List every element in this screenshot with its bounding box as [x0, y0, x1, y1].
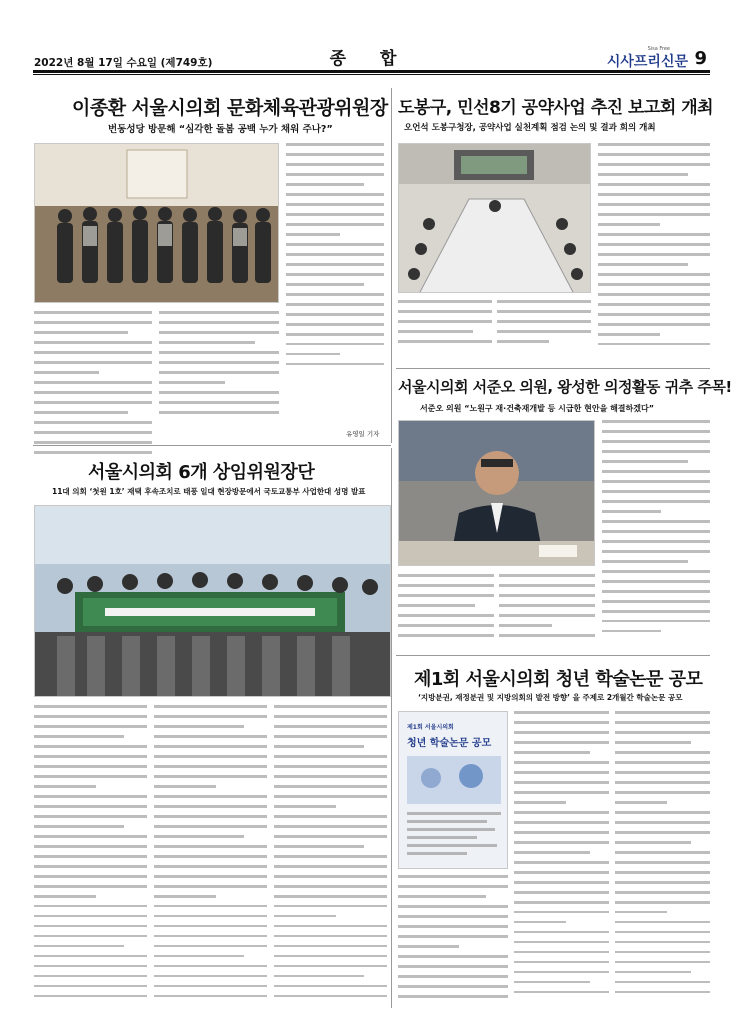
- article-body-col3: [602, 420, 710, 645]
- contest-poster: [398, 711, 508, 869]
- article-body-col1: [398, 875, 508, 1005]
- article-body-col3: [274, 705, 387, 1005]
- article-body-col2: [499, 574, 595, 646]
- article-body-col1: [34, 311, 152, 456]
- article-body-col1: [34, 705, 147, 1005]
- page-number: 9: [694, 48, 707, 69]
- section-divider: [33, 445, 391, 446]
- article-title: 서울시의회 서준오 의원, 왕성한 의정활동 귀추 주목!: [398, 378, 732, 396]
- group-photo-church: [34, 143, 279, 303]
- article-subtitle: 서준오 의원 “노원구 재·건축재개발 등 시급한 현안을 해결하겠다”: [420, 404, 654, 413]
- poster-heading: 청년 학술논문 공모: [407, 738, 492, 749]
- article-body-col1: [398, 574, 494, 646]
- article-subtitle: 11대 의회 ‘첫원 1호’ 재택 후속조치로 태풍 일대 현장방문에서 국토교통부 사업한대 성명 발표: [52, 487, 366, 496]
- council-member-photo: [398, 420, 595, 566]
- brand-logo: 시사프리신문: [606, 54, 688, 70]
- article-body-col3: [615, 711, 710, 1006]
- section-divider: [396, 368, 710, 369]
- header-rule-thin: [33, 74, 710, 75]
- section-title: 종 합: [329, 49, 411, 69]
- article-body-col2: [159, 311, 279, 421]
- poster-title: 제1회 서울시의회: [407, 724, 454, 731]
- article-title: 서울시의회 6개 상임위원장단: [88, 462, 315, 483]
- article-body-col3: [286, 143, 384, 368]
- section-divider: [396, 655, 710, 656]
- article-subtitle: ‘지방분권, 재정분권 및 지방의회의 발전 방향’ 을 주제로 2개월간 학술논문 공모: [418, 693, 683, 702]
- article-body-col3: [598, 143, 710, 358]
- header-rule: [33, 70, 710, 73]
- group-photo-banner: [34, 505, 391, 697]
- article-body-col2: [497, 300, 591, 355]
- brand-subtitle: Sisa Free: [647, 46, 670, 52]
- column-divider: [391, 448, 392, 1008]
- issue-date: 2022년 8월 17일 수요일 (제749호): [34, 57, 213, 69]
- article-subtitle: 번동성당 방문해 “심각한 돌봄 공백 누가 채워 주나?”: [108, 124, 333, 135]
- article-title: 이종환 서울시의회 문화체육관광위원장: [72, 97, 388, 119]
- article-body-col2: [154, 705, 267, 1005]
- article-subtitle: 오언석 도봉구청장, 공약사업 실천계획 점검 논의 및 결과 회의 개최: [404, 123, 656, 133]
- byline: 유영일 기자: [346, 430, 380, 438]
- column-divider: [391, 88, 392, 443]
- article-body-col1: [398, 300, 492, 355]
- article-title: 제1회 서울시의회 청년 학술논문 공모: [414, 669, 703, 690]
- article-title: 도봉구, 민선8기 공약사업 추진 보고회 개최: [398, 98, 714, 118]
- article-body-col2: [514, 711, 609, 1006]
- meeting-room-photo: [398, 143, 591, 293]
